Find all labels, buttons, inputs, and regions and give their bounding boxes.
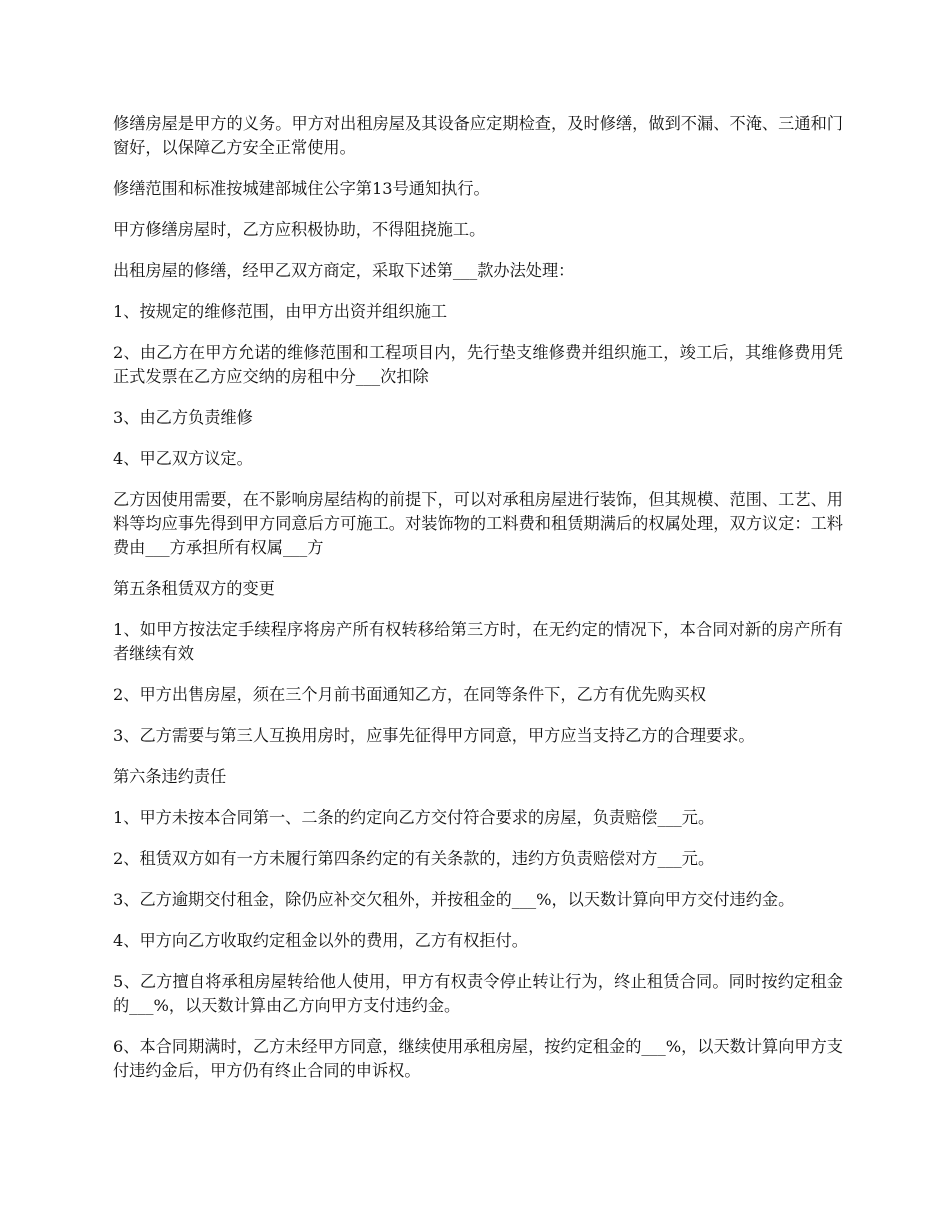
paragraph-option-3: 3、由乙方负责维修 [113, 408, 253, 427]
paragraph-option-1: 1、按规定的维修范围，由甲方出资并组织施工 [113, 302, 448, 321]
paragraph-change-3: 3、乙方需要与第三人互换用房时，应事先征得甲方同意，甲方应当支持乙方的合理要求。 [113, 726, 755, 745]
paragraph-liability-2: 2、租赁双方如有一方未履行第四条约定的有关条款的，违约方负责赔偿对方___元。 [113, 849, 715, 868]
paragraph-liability-3: 3、乙方逾期交付租金，除仍应补交欠租外，并按租金的___%，以天数计算向甲方交付违约金。 [113, 890, 795, 909]
section-heading-article-6: 第六条违约责任 [113, 767, 227, 786]
paragraph-decoration: 乙方因使用需要，在不影响房屋结构的前提下，可以对承租房屋进行装饰，但其规模、范围、工艺、用料等均应事先得到甲方同意后方可施工。对装饰物的工料费和租赁期满后的权属处理，双方议定：工料费由___方承担所有权属___方 [113, 490, 843, 557]
section-heading-article-5: 第五条租赁双方的变更 [113, 579, 275, 598]
paragraph-liability-6: 6、本合同期满时，乙方未经甲方同意，继续使用承租房屋，按约定租金的___%，以天数计算向甲方支付违约金后，甲方仍有终止合同的申诉权。 [113, 1037, 843, 1080]
paragraph-change-1: 1、如甲方按法定手续程序将房产所有权转移给第三方时，在无约定的情况下，本合同对新的房产所有者继续有效 [113, 620, 843, 663]
paragraph-repair-duty: 修缮房屋是甲方的义务。甲方对出租房屋及其设备应定期检查，及时修缮，做到不漏、不淹、三通和门窗好，以保障乙方安全正常使用。 [113, 114, 843, 157]
paragraph-liability-1: 1、甲方未按本合同第一、二条的约定向乙方交付符合要求的房屋，负责赔偿___元。 [113, 808, 715, 827]
paragraph-liability-5: 5、乙方擅自将承租房屋转给他人使用，甲方有权责令停止转让行为，终止租赁合同。同时按约定租金的___%，以天数计算由乙方向甲方支付违约金。 [113, 972, 843, 1015]
paragraph-liability-4: 4、甲方向乙方收取约定租金以外的费用，乙方有权拒付。 [113, 931, 528, 950]
paragraph-repair-cooperation: 甲方修缮房屋时，乙方应积极协助，不得阻挠施工。 [113, 220, 486, 239]
paragraph-repair-scope: 修缮范围和标准按城建部城住公字第13号通知执行。 [113, 179, 490, 198]
paragraph-change-2: 2、甲方出售房屋，须在三个月前书面通知乙方，在同等条件下，乙方有优先购买权 [113, 685, 707, 704]
paragraph-option-4: 4、甲乙双方议定。 [113, 449, 253, 468]
paragraph-option-2: 2、由乙方在甲方允诺的维修范围和工程项目内，先行垫支维修费并组织施工，竣工后，其维修费用凭正式发票在乙方应交纳的房租中分___次扣除 [113, 343, 843, 386]
paragraph-repair-method: 出租房屋的修缮，经甲乙双方商定，采取下述第___款办法处理： [113, 261, 575, 280]
document-page [113, 112, 843, 1100]
